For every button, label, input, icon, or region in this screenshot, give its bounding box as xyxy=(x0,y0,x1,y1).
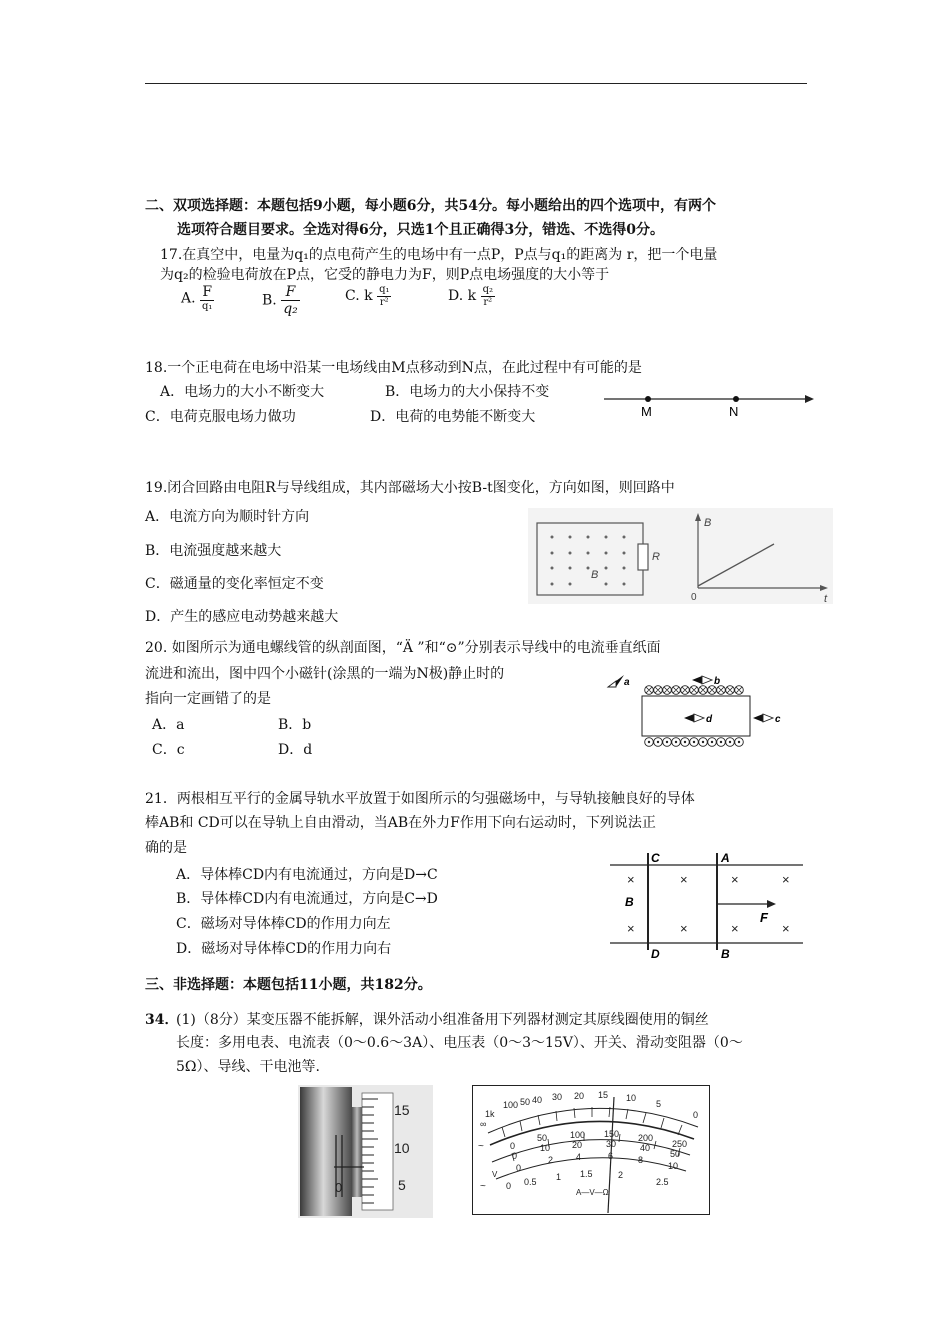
svg-text:30: 30 xyxy=(606,1139,617,1149)
label-m: M xyxy=(641,404,652,418)
svg-text:100: 100 xyxy=(570,1130,586,1140)
point-m xyxy=(645,396,651,402)
svg-text:8: 8 xyxy=(638,1155,644,1165)
label-a: A xyxy=(721,851,730,865)
q19-option-b[interactable]: B．电流强度越来越大 xyxy=(145,543,282,559)
svg-text:×: × xyxy=(731,872,739,887)
svg-text:1k: 1k xyxy=(485,1109,495,1119)
svg-text:0: 0 xyxy=(693,1110,699,1120)
q19-stem: 19.闭合回路由电阻R与导线组成，其内部磁场大小按B-t图变化，方向如图，则回路中 xyxy=(145,480,675,496)
origin-label: 0 xyxy=(691,592,697,603)
label-d: d xyxy=(706,714,713,725)
micrometer-5: 5 xyxy=(398,1177,406,1193)
q21-option-b[interactable]: B．导体棒CD内有电流通过，方向是C→D xyxy=(176,891,438,907)
svg-text:200: 200 xyxy=(638,1133,654,1143)
svg-text:0: 0 xyxy=(516,1163,522,1173)
q21-option-d[interactable]: D．磁场对导体棒CD的作用力向右 xyxy=(176,941,392,957)
section2-title-line2: 选项符合题目要求。全选对得6分，只选1个且正确得3分，错选、不选得0分。 xyxy=(177,222,664,238)
svg-text:40: 40 xyxy=(532,1095,543,1105)
multimeter-dial-figure xyxy=(472,1085,710,1215)
q19-option-c[interactable]: C．磁通量的变化率恒定不变 xyxy=(145,576,324,592)
q17-line2: 为q₂的检验电荷放在P点，它受的静电力为F，则P点电场强度的大小等于 xyxy=(160,267,610,283)
svg-text:150: 150 xyxy=(604,1129,620,1139)
svg-text:~: ~ xyxy=(480,1181,486,1192)
label-c: C xyxy=(651,851,660,865)
svg-text:15: 15 xyxy=(598,1090,609,1100)
svg-text:×: × xyxy=(627,921,635,936)
q18-option-a[interactable]: A．电场力的大小不断变大 xyxy=(160,384,325,400)
svg-text:20: 20 xyxy=(574,1091,585,1101)
svg-text:10: 10 xyxy=(626,1093,637,1103)
svg-text:30: 30 xyxy=(552,1092,563,1102)
svg-text:0: 0 xyxy=(506,1181,512,1191)
q18-field-line-figure xyxy=(600,388,820,418)
micrometer-figure xyxy=(298,1085,433,1218)
label-f: F xyxy=(760,910,768,925)
svg-text:×: × xyxy=(627,872,635,887)
q34-line2: 长度：多用电表、电流表（0～0.6～3A）、电压表（0～3～15V）、开关、滑动变阻器（0～ xyxy=(176,1035,743,1051)
svg-text:1.5: 1.5 xyxy=(580,1169,593,1179)
q20-solenoid-figure xyxy=(606,673,796,751)
q20-option-b[interactable]: B．b xyxy=(278,717,312,733)
svg-text:2.5: 2.5 xyxy=(656,1177,669,1187)
q20-option-d[interactable]: D．d xyxy=(278,742,313,758)
label-b-bottom: B xyxy=(721,947,730,960)
q20-option-a[interactable]: A．a xyxy=(152,717,185,733)
q34-number: 34． xyxy=(145,1012,179,1028)
q21-line1: 21．两根相互平行的金属导轨水平放置于如图所示的匀强磁场中，与导轨接触良好的导体 xyxy=(145,791,695,807)
q21-rails-figure xyxy=(605,848,805,960)
svg-text:6: 6 xyxy=(608,1151,614,1161)
svg-text:4: 4 xyxy=(576,1152,582,1162)
micrometer-15: 15 xyxy=(394,1102,410,1118)
label-b: b xyxy=(714,676,721,687)
q17-option-a[interactable]: A. $\frac{F}{\text{q₁}}$ xyxy=(181,284,213,313)
needle-d xyxy=(684,714,704,722)
svg-text:×: × xyxy=(680,921,688,936)
svg-text:2: 2 xyxy=(618,1170,624,1180)
svg-text:×: × xyxy=(731,921,739,936)
micrometer-0: 0 xyxy=(335,1180,343,1195)
svg-text:0: 0 xyxy=(512,1151,518,1161)
q18-option-d[interactable]: D．电荷的电势能不断变大 xyxy=(370,409,536,425)
q34-line3: 5Ω）、导线、干电池等. xyxy=(176,1059,320,1075)
q20-line1: 20. 如图所示为通电螺线管的纵剖面图，“Ä ”和“⊙”分别表示导线中的电流垂直纸面 xyxy=(145,640,661,656)
q20-line3: 指向一定画错了的是 xyxy=(145,691,271,707)
q17-option-c[interactable]: C. k $\frac{\text{q₁}}{\text{r²}}$ xyxy=(345,284,390,308)
q21-option-c[interactable]: C．磁场对导体棒CD的作用力向左 xyxy=(176,916,391,932)
axis-t-label: t xyxy=(824,593,828,604)
q21-line3: 确的是 xyxy=(145,840,187,856)
q17-line1: 17.在真空中，电量为q₁的点电荷产生的电场中有一点P，P点与q₁的距离为 r，把一个电量 xyxy=(160,247,718,263)
needle-c xyxy=(753,714,773,722)
q19-option-d[interactable]: D．产生的感应电动势越来越大 xyxy=(145,609,339,625)
resistor-r xyxy=(638,544,648,570)
label-r: R xyxy=(652,551,660,563)
label-d: D xyxy=(651,947,660,960)
label-b-field: B xyxy=(591,569,599,581)
svg-text:50: 50 xyxy=(537,1133,548,1143)
label-n: N xyxy=(729,404,739,418)
label-a: a xyxy=(624,677,630,688)
q18-option-b[interactable]: B．电场力的大小保持不变 xyxy=(385,384,550,400)
svg-text:250: 250 xyxy=(672,1139,688,1149)
point-n xyxy=(733,396,739,402)
svg-text:0.5: 0.5 xyxy=(524,1177,537,1187)
svg-text:2: 2 xyxy=(548,1155,554,1165)
svg-text:~: ~ xyxy=(478,1141,484,1152)
svg-text:∞: ∞ xyxy=(480,1119,487,1129)
needle-a xyxy=(608,675,624,687)
q17-option-d[interactable]: D. k $\frac{\text{q₂}}{\text{r²}}$ xyxy=(448,284,493,308)
svg-text:V: V xyxy=(492,1170,498,1179)
svg-text:×: × xyxy=(782,921,790,936)
section3-title: 三、非选择题：本题包括11小题，共182分。 xyxy=(145,977,432,993)
needle-b xyxy=(692,676,712,684)
micrometer-10: 10 xyxy=(394,1140,410,1156)
svg-text:×: × xyxy=(782,872,790,887)
q19-option-a[interactable]: A．电流方向为顺时针方向 xyxy=(145,509,310,525)
svg-text:100: 100 xyxy=(503,1100,519,1110)
q19-circuit-figure xyxy=(528,508,833,604)
meter-label: A—V—Ω xyxy=(576,1188,609,1197)
q17-option-b[interactable]: B. $\frac{F}{\text{q₂}}$ xyxy=(262,284,298,318)
q20-line2: 流进和流出，图中四个小磁针(涂黑的一端为N极)静止时的 xyxy=(145,666,505,682)
label-c: c xyxy=(775,714,781,725)
svg-text:5: 5 xyxy=(656,1099,662,1109)
header-rule xyxy=(145,83,807,84)
svg-text:1: 1 xyxy=(556,1172,562,1182)
q18-stem: 18.一个正电荷在电场中沿某一电场线由M点移动到N点，在此过程中有可能的是 xyxy=(145,360,642,376)
q21-option-a[interactable]: A．导体棒CD内有电流通过，方向是D→C xyxy=(176,867,438,883)
axis-b-label: B xyxy=(704,517,712,529)
svg-text:10: 10 xyxy=(668,1161,679,1171)
q21-line2: 棒AB和 CD可以在导轨上自由滑动，当AB在外力F作用下向右运动时，下列说法正 xyxy=(145,815,656,831)
svg-text:10: 10 xyxy=(540,1143,551,1153)
label-b-left: B xyxy=(625,895,634,909)
section2-title-line1: 二、双项选择题：本题包括9小题，每小题6分，共54分。每小题给出的四个选项中，有两个 xyxy=(145,198,716,214)
svg-text:0: 0 xyxy=(510,1141,516,1151)
svg-text:20: 20 xyxy=(572,1140,583,1150)
svg-text:50: 50 xyxy=(520,1097,531,1107)
q34-line1: (1)（8分）某变压器不能拆解，课外活动小组准备用下列器材测定其原线圈使用的铜丝 xyxy=(176,1012,709,1028)
svg-text:×: × xyxy=(680,872,688,887)
svg-text:50: 50 xyxy=(670,1149,681,1159)
svg-text:40: 40 xyxy=(640,1143,651,1153)
q20-option-c[interactable]: C．c xyxy=(152,742,185,758)
q18-option-c[interactable]: C．电荷克服电场力做功 xyxy=(145,409,296,425)
